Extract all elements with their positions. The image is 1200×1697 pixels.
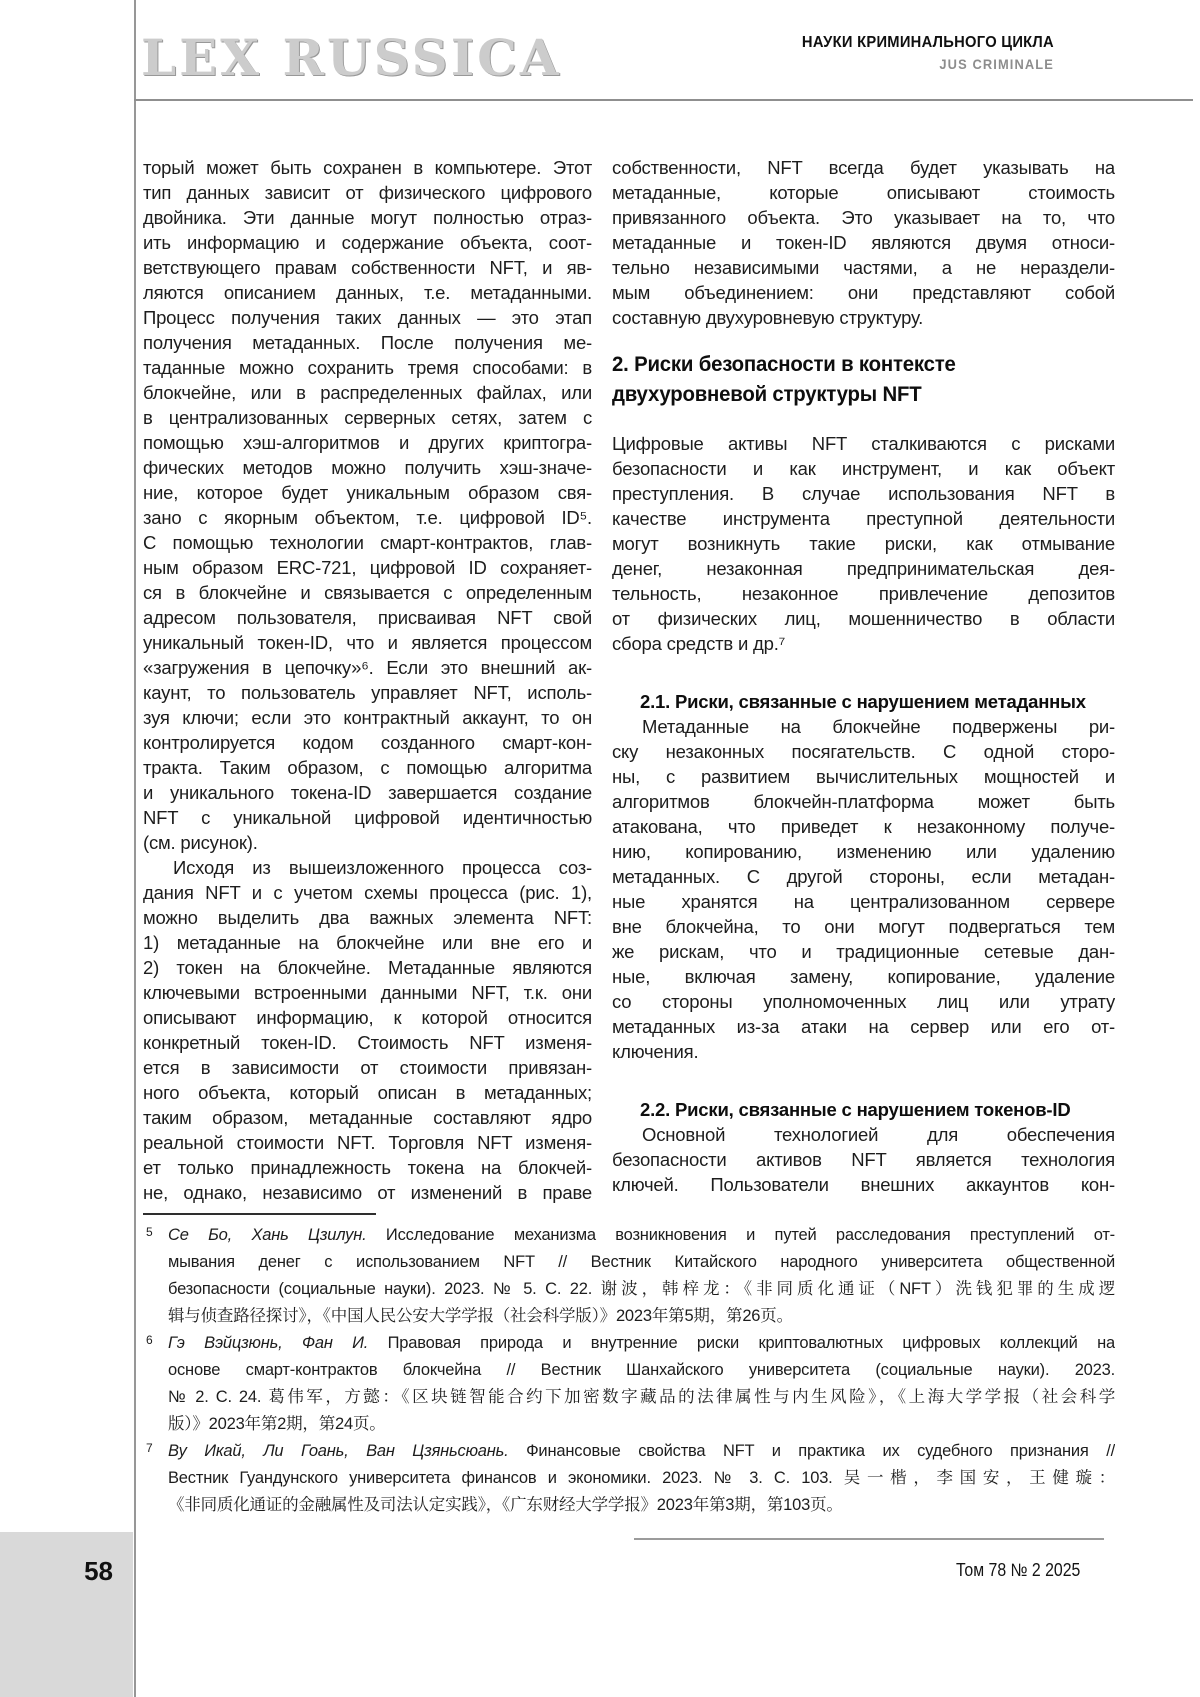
text-line: ить информацию и содержание объекта, соот- (143, 232, 592, 253)
footnote-line: Гэ Вэйцзюнь, Фан И. Правовая природа и внутренние риски криптовалютных цифровых коллекций на (168, 1334, 1115, 1352)
footnote-author: Гэ Вэйцзюнь, Фан И. (168, 1334, 369, 1352)
text-line: ние, которое будет уникальным образом свя- (143, 482, 592, 503)
text-line: ляются описанием данных, т.е. метаданными. (143, 282, 592, 303)
footnote-line: Вестник Гуандунского университета финансов и экономики. 2023. № 3. С. 103. 吴一楷，李国安，王健璇： (168, 1469, 1115, 1487)
text-line: 1) метаданные на блокчейне или вне его и (143, 932, 592, 953)
text-line: денег, незаконная предпринимательская дея- (612, 558, 1115, 579)
section-title-latin: JUS CRIMINALE (939, 56, 1054, 72)
footnote-author: Се Бо, Хань Цзилун. (168, 1226, 367, 1244)
text-line: получения метаданных. После получения ме- (143, 332, 592, 353)
footer-rule (634, 1538, 1104, 1540)
footnote-line: № 2. С. 24. 葛伟军，方懿：《区块链智能合约下加密数字藏品的法律属性与内生风险》，《上海大学学报（社会科学 (168, 1388, 1115, 1406)
paragraph (143, 855, 592, 1205)
footnote-separator (143, 1213, 376, 1215)
text-line: тракта. Таким образом, с помощью алгоритма (143, 757, 592, 778)
header-section-block (780, 34, 1054, 72)
text-line: безопасности активов NFT является технология (612, 1149, 1115, 1170)
text-line: торый может быть сохранен в компьютере. Этот (143, 157, 592, 178)
journal-logo: LEX RUSSICA (141, 28, 562, 87)
header-rule (134, 99, 1193, 101)
text-line: от физических лиц, мошенничество в области (612, 608, 1115, 629)
paragraph (612, 1122, 1115, 1197)
text-line: таданные можно сохранить тремя способами: в (143, 357, 592, 378)
text-line: атакована, что приведет к незаконному получе- (612, 816, 1115, 837)
footnote-number: 6 (146, 1333, 153, 1347)
footnote-number: 5 (146, 1225, 153, 1239)
text-line: уникальный токен-ID, что и является процессом (143, 632, 592, 653)
text-line: алгоритмов блокчейн-платформа может быть (612, 791, 1115, 812)
left-margin-rule (134, 0, 136, 1697)
text-line: зуя ключи; если это контрактный аккаунт, то он (143, 707, 592, 728)
text-line: двойника. Эти данные могут полностью отраз- (143, 207, 592, 228)
text-line: могут возникнуть такие риски, как отмывание (612, 533, 1115, 554)
text-line: ным образом ERC-721, цифровой ID сохраняет- (143, 557, 592, 578)
text-line: со стороны уполномоченных лиц или утрату (612, 991, 1115, 1012)
volume-info: Том 78 № 2 2025 (955, 1560, 1080, 1580)
heading-line: двухуровневой структуры NFT (612, 383, 922, 406)
text-line: блокчейне, или в распределенных файлах, или (143, 382, 592, 403)
text-line: преступления. В случае использования NFT в (612, 483, 1115, 504)
footnote-line: 版）》2023年第2期，第24页。 (168, 1415, 386, 1433)
text-line: таким образом, метаданные составляют ядро (143, 1107, 592, 1128)
footnote-line: 辑与侦查路径探讨》，《中国人民公安大学学报（社会科学版）》2023年第5期，第26页。 (168, 1307, 793, 1325)
text-line: метаданных из-за атаки на сервер или его от- (612, 1016, 1115, 1037)
text-line: ску незаконных посягательств. С одной сторо- (612, 741, 1115, 762)
text-line: Исходя из вышеизложенного процесса соз- (173, 857, 592, 878)
left-column (143, 155, 592, 1205)
footnote-line: 《非同质化通证的金融属性及司法认定实践》，《广东财经大学学报》2023年第3期，第103页。 (168, 1496, 843, 1514)
text-line: реальной стоимости NFT. Торговля NFT изменя- (143, 1132, 592, 1153)
text-line: тельность, незаконное привлечение депозитов (612, 583, 1115, 604)
text-line: С помощью технологии смарт-контрактов, глав- (143, 532, 592, 553)
text-line: метаданные, которые описывают стоимость (612, 182, 1115, 203)
text-line: «загружения в цепочку»⁶. Если это внешний ак- (143, 657, 592, 678)
page-number: 58 (84, 1556, 113, 1586)
text-line: вне блокчейна, то они могут подвергаться тем (612, 916, 1115, 937)
footnote-line: основе смарт-контрактов блокчейна // Вестник Шанхайского университета (социальные науки). 2023. (168, 1361, 1115, 1379)
text-line: Основной технологией для обеспечения (642, 1124, 1115, 1145)
footnote (143, 1222, 1115, 1330)
text-line: (см. рисунок). (143, 832, 258, 853)
paragraph (612, 431, 1115, 656)
section-heading (612, 1097, 1115, 1122)
footnotes (143, 1222, 1115, 1519)
text-line: ные хранятся на централизованном сервере (612, 891, 1115, 912)
text-line: ся в блокчейне и связывается с определенным (143, 582, 592, 603)
text-line: качестве инструмента преступной деятельности (612, 508, 1115, 529)
text-line: описывают информацию, к которой относится (143, 1007, 592, 1028)
footnote (143, 1330, 1115, 1438)
footnote-author: Ву Икай, Ли Гоань, Ван Цзяньсюань. (168, 1442, 509, 1460)
text-line: составную двухуровневую структуру. (612, 307, 924, 328)
text-line: и уникального токена-ID завершается создание (143, 782, 592, 803)
text-line: в централизованных серверных сетях, затем с (143, 407, 592, 428)
text-line: 2) токен на блокчейне. Метаданные являются (143, 957, 592, 978)
text-line: тельно независимыми частями, а не нераздели- (612, 257, 1115, 278)
text-line: адресом пользователя, присваивая NFT свой (143, 607, 592, 628)
text-line: NFT с уникальной цифровой идентичностью (143, 807, 592, 828)
paragraph (612, 155, 1115, 330)
heading-line: 2.1. Риски, связанные с нарушением метаданных (640, 691, 1086, 712)
text-line: нию, копированию, изменению или удалению (612, 841, 1115, 862)
section-heading (612, 350, 1115, 410)
text-line: сбора средств и др.⁷ (612, 633, 786, 654)
text-line: метаданные и токен-ID являются двумя относи- (612, 232, 1115, 253)
footnote-number: 7 (146, 1441, 153, 1455)
text-line: Цифровые активы NFT сталкиваются с рисками (612, 433, 1115, 454)
section-heading (612, 689, 1115, 714)
footnote-line: Се Бо, Хань Цзилун. Исследование механизма возникновения и путей расследования преступлений от- (168, 1226, 1115, 1244)
text-line: ветствующего правам собственности NFT, и яв- (143, 257, 592, 278)
right-column (612, 155, 1115, 1197)
text-line: ется в зависимости от стоимости привязан- (143, 1057, 592, 1078)
text-line: ны, с развитием вычислительных мощностей и (612, 766, 1115, 787)
text-line: привязанного объекта. Это указывает на то, что (612, 207, 1115, 228)
paragraph (612, 714, 1115, 1064)
text-line: ного объекта, который описан в метаданных; (143, 1082, 592, 1103)
text-line: метаданных. С другой стороны, если метадан- (612, 866, 1115, 887)
heading-line: 2. Риски безопасности в контексте (612, 353, 956, 376)
text-line: ключей. Пользователи внешних аккаунтов кон- (612, 1174, 1115, 1195)
page-number-box (0, 1532, 133, 1697)
text-line: мым объединением: они представляют собой (612, 282, 1115, 303)
section-title-russian: НАУКИ КРИМИНАЛЬНОГО ЦИКЛА (801, 34, 1054, 51)
footnote (143, 1438, 1115, 1519)
text-line: не, однако, независимо от изменений в праве (143, 1182, 592, 1203)
text-line: можно выделить два важных элемента NFT: (143, 907, 592, 928)
text-line: контролируется кодом созданного смарт-кон- (143, 732, 592, 753)
text-line: зано с якорным объектом, т.е. цифровой ID⁵. (143, 507, 592, 528)
text-line: ключения. (612, 1041, 699, 1062)
text-line: же рискам, что и традиционные сетевые дан- (612, 941, 1115, 962)
text-line: ные, включая замену, копирование, удаление (612, 966, 1115, 987)
text-line: безопасности и как инструмент, и как объект (612, 458, 1115, 479)
footnote-line: безопасности (социальные науки). 2023. № 5. С. 22. 谢波，韩梓龙：《非同质化通证（NFT）洗钱犯罪的生成逻 (168, 1280, 1115, 1298)
heading-line: 2.2. Риски, связанные с нарушением токенов-ID (640, 1099, 1071, 1120)
text-line: ет только принадлежность токена на блокчей- (143, 1157, 592, 1178)
text-line: фических методов можно получить хэш-значе- (143, 457, 592, 478)
text-line: собственности, NFT всегда будет указывать на (612, 157, 1115, 178)
text-line: Процесс получения таких данных — это этап (143, 307, 592, 328)
text-line: тип данных зависит от физического цифрового (143, 182, 592, 203)
text-line: ключевыми встроенными данными NFT, т.к. они (143, 982, 592, 1003)
footnote-line: мывания денег с использованием NFT // Вестник Китайского народного университета общественной (168, 1253, 1115, 1271)
text-line: конкретный токен-ID. Стоимость NFT изменя- (143, 1032, 592, 1053)
text-line: каунт, то пользователь управляет NFT, исполь- (143, 682, 592, 703)
text-line: помощью хэш-алгоритмов и других криптогра- (143, 432, 592, 453)
text-line: дания NFT и с учетом схемы процесса (рис. 1), (143, 882, 592, 903)
paragraph (143, 155, 592, 855)
footnote-line: Ву Икай, Ли Гоань, Ван Цзяньсюань. Финансовые свойства NFT и практика их судебного признания // (168, 1442, 1115, 1460)
text-line: Метаданные на блокчейне подвержены ри- (642, 716, 1115, 737)
